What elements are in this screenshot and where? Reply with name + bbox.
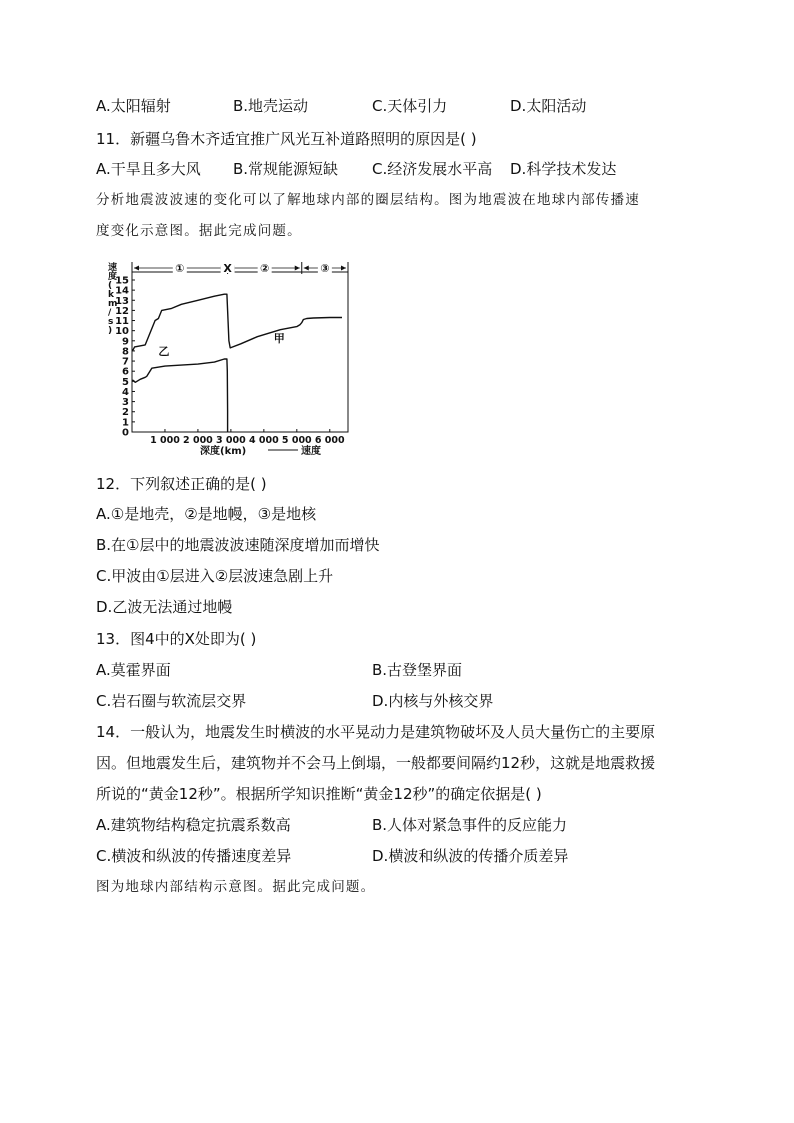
q11-option-d[interactable]: D.科学技术发达 [510,160,617,178]
q13-option-b[interactable]: B.古登堡界面 [372,661,463,679]
y-tick-label: 7 [122,356,129,368]
q10-option-b[interactable]: B.地壳运动 [233,97,309,115]
legend-label: 速度 [301,446,321,457]
y-tick-label: 8 [122,346,129,358]
series-label-jia: 甲 [273,331,285,345]
layer-label: ② [260,262,270,275]
y-tick-label: 15 [115,275,129,287]
series-line-jia [132,294,342,350]
q13-stem: 13．图4中的X处即为( ) [96,630,257,648]
y-tick-label: 2 [122,407,129,419]
x-tick-label: 6 000 [314,435,345,446]
intro-paragraph-line-1: 分析地震波波速的变化可以了解地球内部的圈层结构。图为地震波在地球内部传播速 [96,192,640,208]
layer-3-arrow-left [304,266,309,271]
y-axis-label-char: m [108,299,118,309]
x-tick-label: 1 000 [150,435,180,446]
y-tick-label: 4 [122,386,129,398]
y-tick-label: 11 [115,316,129,328]
y-axis-label-char: 度 [108,272,118,282]
y-axis-label-char: k [108,290,114,300]
y-tick-label: 10 [115,326,129,338]
y-axis-label-char: s [108,317,114,327]
q10-option-c[interactable]: C.天体引力 [372,97,448,115]
layer-label: ① [175,262,185,275]
layer-3-arrow-right [341,266,346,271]
series-line-yi [132,359,228,432]
y-axis-label-char: 速 [108,263,118,273]
layer-markers [132,261,348,275]
q12-option-d[interactable]: D.乙波无法通过地幔 [96,598,233,616]
x-tick-label: 4 000 [248,435,279,446]
q14-stem-line-1: 14．一般认为，地震发生时横波的水平晃动力是建筑物破坏及人员大量伤亡的主要原 [96,723,656,741]
q13-option-d[interactable]: D.内核与外核交界 [372,692,494,710]
y-tick-label: 12 [115,305,129,317]
x-tick-label: 3 000 [216,435,246,446]
q12-option-b[interactable]: B.在①层中的地震波波速随深度增加而增快 [96,536,380,554]
intro-paragraph-line-2: 度变化示意图。据此完成问题。 [96,223,302,239]
q14-stem-line-2: 因。但地震发生后，建筑物并不会马上倒塌，一般都要间隔约12秒，这就是地震救援 [96,754,656,772]
q14-option-b[interactable]: B.人体对紧急事件的反应能力 [372,816,568,834]
q11-stem: 11．新疆乌鲁木齐适宜推广风光互补道路照明的原因是( ) [96,130,477,148]
x-tick-label: 5 000 [281,435,312,446]
q14-option-a[interactable]: A.建筑物结构稳定抗震系数高 [96,816,291,834]
y-tick-label: 14 [115,285,129,297]
series-label-yi: 乙 [158,344,170,358]
q11-option-b[interactable]: B.常规能源短缺 [233,160,339,178]
seismic-velocity-chart [98,256,358,462]
y-tick-label: 3 [122,397,129,409]
x-tick-label: 2 000 [183,435,213,446]
q14-option-c[interactable]: C.横波和纵波的传播速度差异 [96,847,292,865]
q11-option-c[interactable]: C.经济发展水平高 [372,160,493,178]
layer-1-arrow-left [134,266,139,271]
series-lines [132,294,342,432]
y-axis-label-char: ( [108,281,113,291]
layer-label: X [223,262,232,275]
y-tick-label: 13 [115,295,129,307]
y-axis-label-char: ) [108,326,113,336]
q10-option-a[interactable]: A.太阳辐射 [96,97,171,115]
y-tick-label: 6 [122,366,129,378]
layer-2-arrow-right [295,266,300,271]
q12-option-c[interactable]: C.甲波由①层进入②层波速急剧上升 [96,567,334,585]
intro-paragraph-2: 图为地球内部结构示意图。据此完成问题。 [96,879,376,895]
y-tick-label: 5 [122,376,129,388]
x-axis-label: 深度(km) [200,446,247,457]
q14-option-d[interactable]: D.横波和纵波的传播介质差异 [372,847,569,865]
y-tick-label: 0 [122,427,129,439]
q13-option-a[interactable]: A.莫霍界面 [96,661,171,679]
q12-stem: 12．下列叙述正确的是( ) [96,475,267,493]
y-tick-label: 9 [122,336,129,348]
q13-option-c[interactable]: C.岩石圈与软流层交界 [96,692,247,710]
y-tick-label: 1 [122,417,129,429]
q10-option-d[interactable]: D.太阳活动 [510,97,587,115]
y-axis-label-char: / [108,308,112,318]
q14-stem-line-3: 所说的“黄金12秒”。根据所学知识推断“黄金12秒”的确定依据是( ) [96,785,542,803]
q12-option-a[interactable]: A.①是地壳，②是地幔，③是地核 [96,505,317,523]
q11-option-a[interactable]: A.干旱且多大风 [96,160,201,178]
layer-label: ③ [320,262,330,275]
